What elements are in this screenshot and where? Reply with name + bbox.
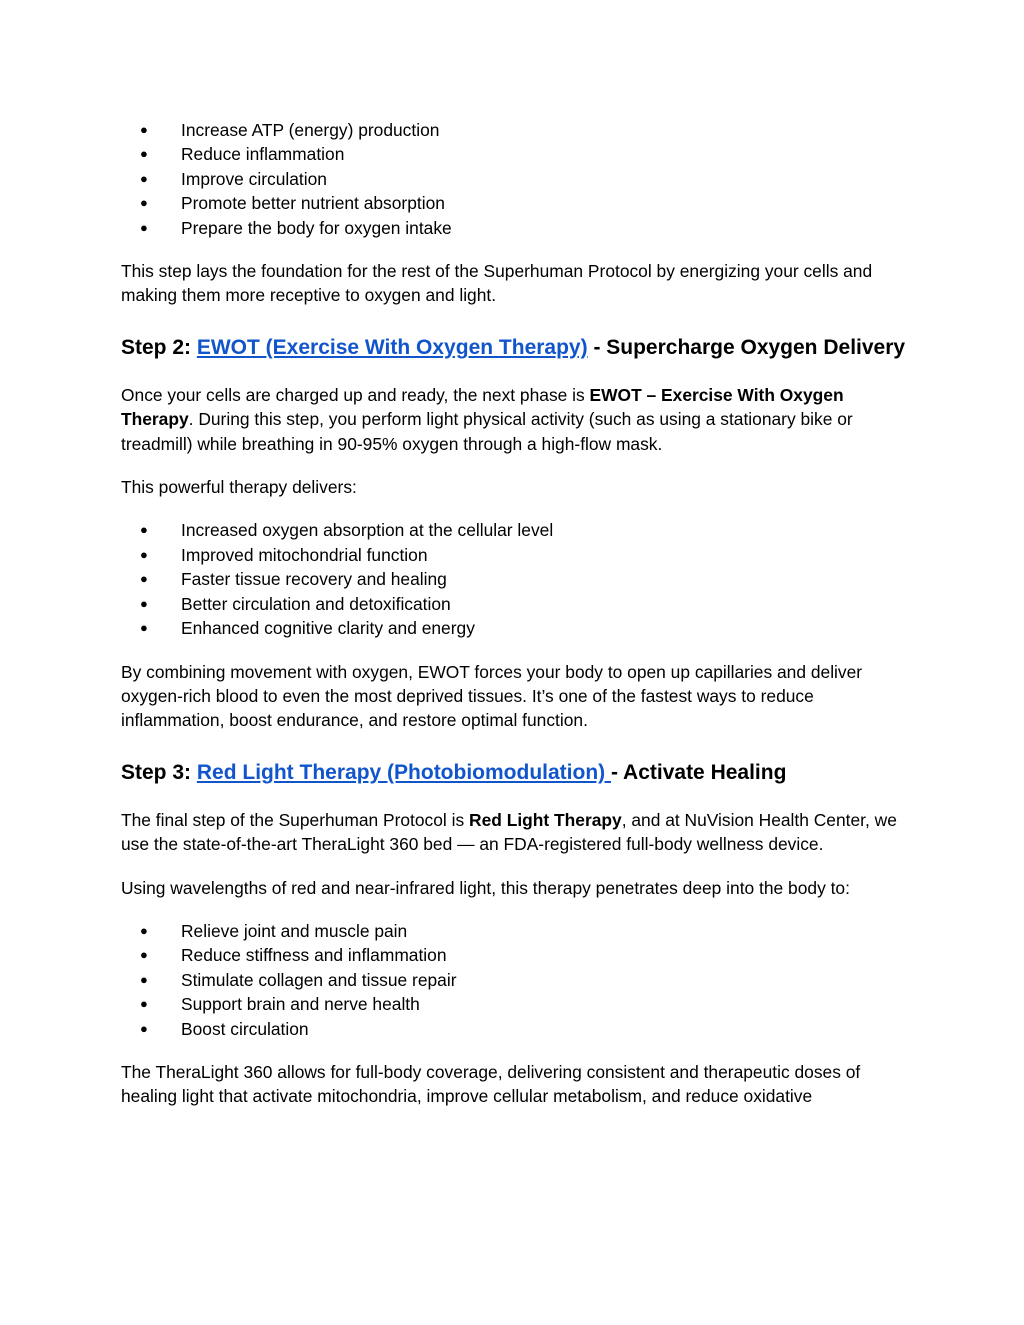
document-page	[121, 118, 911, 1109]
paragraph-ewot-intro: Once your cells are charged up and ready, the next phase is EWOT – Exercise With Oxygen Therapy. During this step, you perform light physical activity (such as using a stationary bike or treadmill) while breathing in 90-95% oxygen through a high-flow mask.	[121, 384, 853, 454]
bullet-icon: ●	[140, 571, 148, 587]
paragraph-theralight-coverage: The TheraLight 360 allows for full-body coverage, delivering consistent and therapeutic doses of healing light that activate mitochondria, improve cellular metabolism, and reduce oxidative	[121, 1061, 861, 1107]
list-item: ● Improve circulation	[121, 167, 911, 191]
list-item: ● Relieve joint and muscle pain	[121, 919, 911, 943]
list-item: ● Support brain and nerve health	[121, 992, 911, 1016]
bullet-icon: ●	[140, 1020, 148, 1036]
list-item: ● Boost circulation	[121, 1017, 911, 1041]
paragraph-ewot-summary: By combining movement with oxygen, EWOT forces your body to open up capillaries and deliver oxygen-rich blood to even the most deprived tissues. It’s one of the fastest ways to reduce inflammation, boost endurance, and restore optimal function.	[121, 661, 863, 731]
bullet-icon: ●	[140, 971, 148, 987]
list-item: ● Improved mitochondrial function	[121, 543, 911, 567]
bullet-icon: ●	[140, 219, 148, 235]
ewot-link[interactable]: EWOT (Exercise With Oxygen Therapy)	[196, 335, 588, 359]
paragraph-therapy-delivers: This powerful therapy delivers:	[121, 477, 357, 498]
list-item: ● Prepare the body for oxygen intake	[121, 216, 911, 240]
bullet-icon: ●	[140, 947, 148, 963]
step2-heading: Step 2: EWOT (Exercise With Oxygen Therapy) - Supercharge Oxygen Delivery	[121, 335, 906, 359]
bullet-icon: ●	[140, 195, 148, 211]
paragraph-foundation: This step lays the foundation for the rest of the Superhuman Protocol by energizing your cells and making them more receptive to oxygen and light.	[121, 261, 873, 306]
list-item: ● Promote better nutrient absorption	[121, 191, 911, 215]
benefits-list-step3	[121, 919, 911, 1041]
paragraph-wavelengths: Using wavelengths of red and near-infrared light, this therapy penetrates deep into the body to:	[121, 877, 850, 898]
list-item: ● Reduce inflammation	[121, 142, 911, 166]
benefits-list-step2	[121, 518, 911, 640]
list-item: ● Enhanced cognitive clarity and energy	[121, 616, 911, 640]
list-item: ● Faster tissue recovery and healing	[121, 567, 911, 591]
bullet-icon: ●	[140, 146, 148, 162]
bullet-icon: ●	[140, 996, 148, 1012]
bullet-icon: ●	[140, 122, 148, 137]
bullet-icon: ●	[140, 522, 148, 538]
red-light-therapy-link[interactable]: Red Light Therapy (Photobiomodulation)	[196, 760, 611, 784]
list-item: ● Stimulate collagen and tissue repair	[121, 968, 911, 992]
step3-heading: Step 3: Red Light Therapy (Photobiomodulation) - Activate Healing	[121, 760, 787, 784]
bullet-icon: ●	[140, 620, 148, 636]
paragraph-red-light-intro: The final step of the Superhuman Protocol is Red Light Therapy, and at NuVision Health Center, we use the state-of-the-art TheraLight 360 bed — an FDA-registered full-body wellness device.	[121, 809, 897, 855]
benefits-list-step1	[121, 118, 911, 240]
bullet-icon: ●	[140, 170, 148, 186]
bullet-icon: ●	[140, 922, 148, 938]
bullet-icon: ●	[140, 546, 148, 562]
list-item: ● Increased oxygen absorption at the cellular level	[121, 518, 911, 542]
bullet-icon: ●	[140, 595, 148, 611]
list-item: ● Better circulation and detoxification	[121, 592, 911, 616]
list-item: ● Reduce stiffness and inflammation	[121, 943, 911, 967]
list-item: ● Increase ATP (energy) production	[121, 118, 911, 142]
